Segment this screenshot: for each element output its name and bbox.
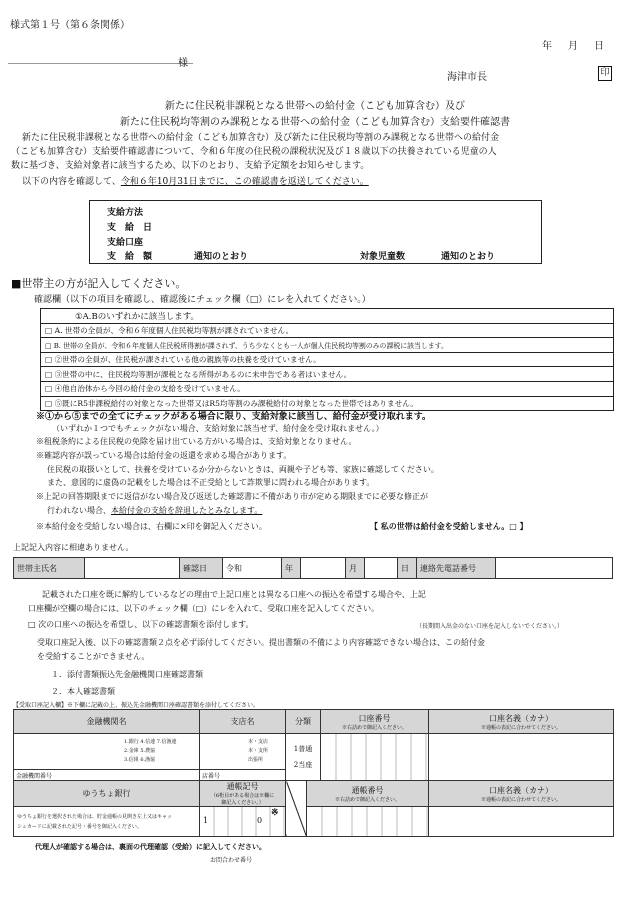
checklist-item-a[interactable]: □ A. 世帯の全員が、令和６年度個人住民税均等割が課されていません。 <box>41 323 614 338</box>
declaration: 上記記入内容に相違ありません。 <box>13 543 134 552</box>
bank-kinds-1: 1.銀行 4.信連 7.信漁連 <box>124 739 177 745</box>
note-decline: ※本給付金を受給しない場合は、右欄に×印を御記入ください。 <box>36 522 267 531</box>
note-dependents: 住民税の取扱いとして、扶養を受けているか分からないときは、両親や子ども等、家族に確認してください。 <box>47 465 439 474</box>
yucho-label: ゆうちょ銀行 <box>14 781 200 807</box>
institution-label: 金融機関名 <box>14 710 200 734</box>
note-eligibility: ※①から⑤までの全てにチェックがある場合に限り、支給対象に該当し、給付金が受け取れます。 <box>36 412 432 422</box>
yucho-note-1: ゆうちょ銀行を選択された場合は、貯金通帳の見開き左上又はキャッ <box>17 813 173 820</box>
note-deadline: ※上記の回答期限までに返信がない場合及び返送した確認書に不備があり市が定める期限までに必要な修正が <box>36 492 428 501</box>
household-info-row <box>13 557 613 579</box>
day-label: 日 <box>398 558 417 579</box>
confirm-date-label: 確認日 <box>180 558 223 579</box>
section2-para-2b: を受給することができません。 <box>37 652 150 661</box>
account-type-current[interactable]: 2当座 <box>293 761 313 769</box>
bank-account-form <box>13 709 614 781</box>
note-tax-treaty: ※租税条約による住民税の免除を届け出ている方がいる場合は、支給対象となりません。 <box>36 437 357 446</box>
section2-para-2a: 受取口座記入後、以下の確認書類２点を必ず添付してください。提出書類の不備により内容確認できない場合は、この給付金 <box>37 638 485 647</box>
account-number-note: ※右詰めで御記入ください。 <box>341 724 407 731</box>
section1-heading: ■世帯主の方が記入してください。 <box>11 277 187 290</box>
yucho-holder-header <box>429 781 614 807</box>
children-count-value: 通知のとおり <box>441 252 496 262</box>
form-number: 様式第１号（第６条関係） <box>10 20 130 31</box>
payment-account-label: 支給口座 <box>107 238 144 248</box>
checklist-item-5[interactable]: □ ⑤既にR5非課税給付の対象となった世帯又はR5均等割のみ課税給付の対象となった世帯ではありません。 <box>41 396 614 411</box>
confirm-instructions: 確認欄（以下の項目を確認し、確認後にチェック欄（□）にレを入れてください。） <box>34 295 371 305</box>
symbol-sixth-digit-mark: ※ <box>271 808 279 818</box>
checklist-item-b[interactable]: □ B. 世帯の全員が、令和６年度個人住民税所得割が課されず、うち少なくとも一人が個人住民税均等割のみの課税に該当します。 <box>41 338 614 353</box>
passbook-number-field[interactable] <box>307 807 429 837</box>
passbook-number-header <box>307 781 429 807</box>
passbook-number-note: ※右詰めで御記入ください。 <box>334 796 400 803</box>
account-number-header <box>321 710 429 734</box>
bank-kinds-2: 2.金庫 5.農協 <box>124 748 156 754</box>
checklist-item-2[interactable]: □ ②世帯の全員が、住民税が課されている他の親族等の扶養を受けていません。 <box>41 352 614 367</box>
decline-checkbox[interactable]: 【 私の世帯は給付金を受給しません。□ 】 <box>370 521 528 531</box>
intro-line-3: 数に基づき、支給対象者に該当するため、以下のとおり、支給予定額をお知らせします。 <box>11 161 370 171</box>
branch-kinds-1: 本・支店 <box>248 739 269 745</box>
payment-amount-label: 支 給 額 <box>107 252 153 262</box>
return-deadline: 令和６年10月31日までに、この確認書を返送してください。 <box>120 177 369 187</box>
yucho-note-2: シュカードに記載された記号・番号を御記入ください。 <box>17 823 142 830</box>
intro-line-1: 新たに住民税非課税となる世帯への給付金（こども加算含む）及び新たに住民税均等割のみ課税となる世帯への給付金 <box>22 133 500 143</box>
branch-kinds-2: 本・支所 <box>248 748 269 754</box>
date-label: 年 月 日 <box>542 41 607 52</box>
institution-code-label: 金融機関番号 <box>16 772 53 780</box>
yucho-instructions <box>14 807 200 837</box>
payment-method-label: 支給方法 <box>107 208 144 218</box>
account-holder-header <box>429 710 614 734</box>
yucho-holder-note: ※通帳の表記に合わせてください。 <box>480 796 561 803</box>
account-number-field[interactable] <box>321 734 429 781</box>
day-field-area[interactable] <box>365 558 398 579</box>
addressee-suffix: 様 <box>178 58 188 69</box>
alt-account-checkbox[interactable]: □ 次の口座への振込を希望し、以下の確認書類を添付します。 <box>28 620 254 629</box>
yucho-holder-label: 口座名義（カナ） <box>489 785 553 795</box>
inquiry-number-label: お問合わせ番号 <box>210 857 253 864</box>
checklist-header: ①A.Bのいずれかに該当します。 <box>41 309 614 324</box>
bank-kinds-3: 3.信組 6.漁協 <box>124 757 156 763</box>
branch-code-label: 店番号 <box>202 772 221 780</box>
section2-para-1b: 口座欄が空欄の場合には、以下のチェック欄（□）にレを入れて、受取口座を記入してください。 <box>28 604 380 613</box>
payment-date-label: 支 給 日 <box>107 223 153 233</box>
note-eligibility-detail: （いずれか１つでもチェックがない場合、支給対象に該当せず、給付金を受け取れません。） <box>52 424 384 433</box>
branch-field[interactable] <box>200 734 286 770</box>
yucho-holder-field[interactable] <box>429 807 614 837</box>
account-holder-note: ※通帳の表記に合わせてください。 <box>480 724 561 731</box>
branch-label: 支店名 <box>200 710 286 734</box>
symbol-first-digit: 1 <box>203 816 209 825</box>
checklist-item-3[interactable]: □ ③世帯の中に、住民税均等割が課税となる所得があるのに未申告である者はいません。 <box>41 367 614 382</box>
note-fraud: また、意図的に虚偽の記載をした場合は不正受給として詐欺罪に問われる場合があります。 <box>47 478 375 487</box>
account-holder-label: 口座名義（カナ） <box>489 713 553 723</box>
intro-line-4 <box>22 174 369 187</box>
branch-kinds-3: 出張所 <box>248 757 264 763</box>
title-line-2: 新たに住民税均等割のみ課税となる世帯への給付金（こども加算含む）支給要件確認書 <box>120 117 510 128</box>
title-line-1: 新たに住民税非課税となる世帯への給付金（こども加算含む）及び <box>165 101 465 112</box>
month-label: 月 <box>346 558 365 579</box>
note-deadline-prefix: 行われない場合、 <box>47 506 111 515</box>
account-type-field[interactable] <box>286 734 321 781</box>
intro-line-2: （こども加算含む）支給要件確認書について、令和６年度の住民税の課税状況及び１８歳以下の扶養されている児童の人 <box>11 147 497 157</box>
required-doc-1: １．添付書類振込先金融機関口座確認書類 <box>51 670 203 679</box>
institution-field[interactable] <box>14 734 200 770</box>
checklist-item-4[interactable]: □ ④他自治体から今回の給付金の支給を受けていません。 <box>41 381 614 396</box>
note-waiver: 本給付金の支給を辞退したとみなします。 <box>111 506 263 515</box>
bank-form-caption: 【受取口座記入欄】※下欄に記載の上、振込先金融機関口座確認書類を添付してください。 <box>13 702 260 709</box>
phone-field[interactable] <box>496 558 613 579</box>
account-type-label: 分類 <box>286 710 321 734</box>
account-type-ordinary[interactable]: 1普通 <box>293 745 313 753</box>
year-label: 年 <box>282 558 301 579</box>
addressee-line <box>8 63 193 64</box>
institution-code-field[interactable] <box>14 770 200 781</box>
era-label: 令和 <box>223 558 282 579</box>
head-name-field[interactable] <box>85 558 180 579</box>
passbook-symbol-note-2: 御記入ください。） <box>221 800 264 806</box>
yucho-divider <box>286 781 307 837</box>
symbol-last-digit: 0 <box>257 816 263 825</box>
account-number-label: 口座番号 <box>358 713 391 723</box>
section2-para-1a: 記載された口座を既に解約しているなどの理由で上記口座とは異なる口座への振込を希望する場合や、上記 <box>42 590 426 599</box>
passbook-number-label: 通帳番号 <box>351 785 384 795</box>
passbook-symbol-field[interactable] <box>200 807 286 837</box>
yucho-account-form <box>13 780 614 837</box>
required-doc-2: ２．本人確認書類 <box>51 687 115 696</box>
eligibility-checklist <box>40 308 614 411</box>
alt-account-note: （長期間入出金のない口座を記入しないでください。） <box>416 623 564 630</box>
passbook-symbol-note-1: （6桁目がある場合は※欄に <box>210 793 275 799</box>
issuer-name: 海津市長 <box>447 72 487 83</box>
passbook-symbol-label: 通帳記号 <box>226 782 259 791</box>
note-deadline-2 <box>47 505 262 516</box>
head-name-label: 世帯主氏名 <box>14 558 85 579</box>
payment-amount-value: 通知のとおり <box>194 252 249 262</box>
branch-code-field[interactable] <box>200 770 286 781</box>
agent-note: 代理人が確認する場合は、裏面の代理確認（受給）に記入してください。 <box>35 842 266 851</box>
month-field-area[interactable] <box>301 558 346 579</box>
passbook-symbol-header <box>200 781 286 807</box>
intro-line-4-prefix: 以下の内容を確認して、 <box>22 177 121 187</box>
account-holder-field[interactable] <box>429 734 614 781</box>
children-count-label: 対象児童数 <box>360 252 406 262</box>
phone-label: 連絡先電話番号 <box>417 558 496 579</box>
seal-mark: 印 <box>598 66 612 81</box>
note-refund: ※確認内容が誤っている場合は給付金の返還を求める場合があります。 <box>36 451 292 460</box>
